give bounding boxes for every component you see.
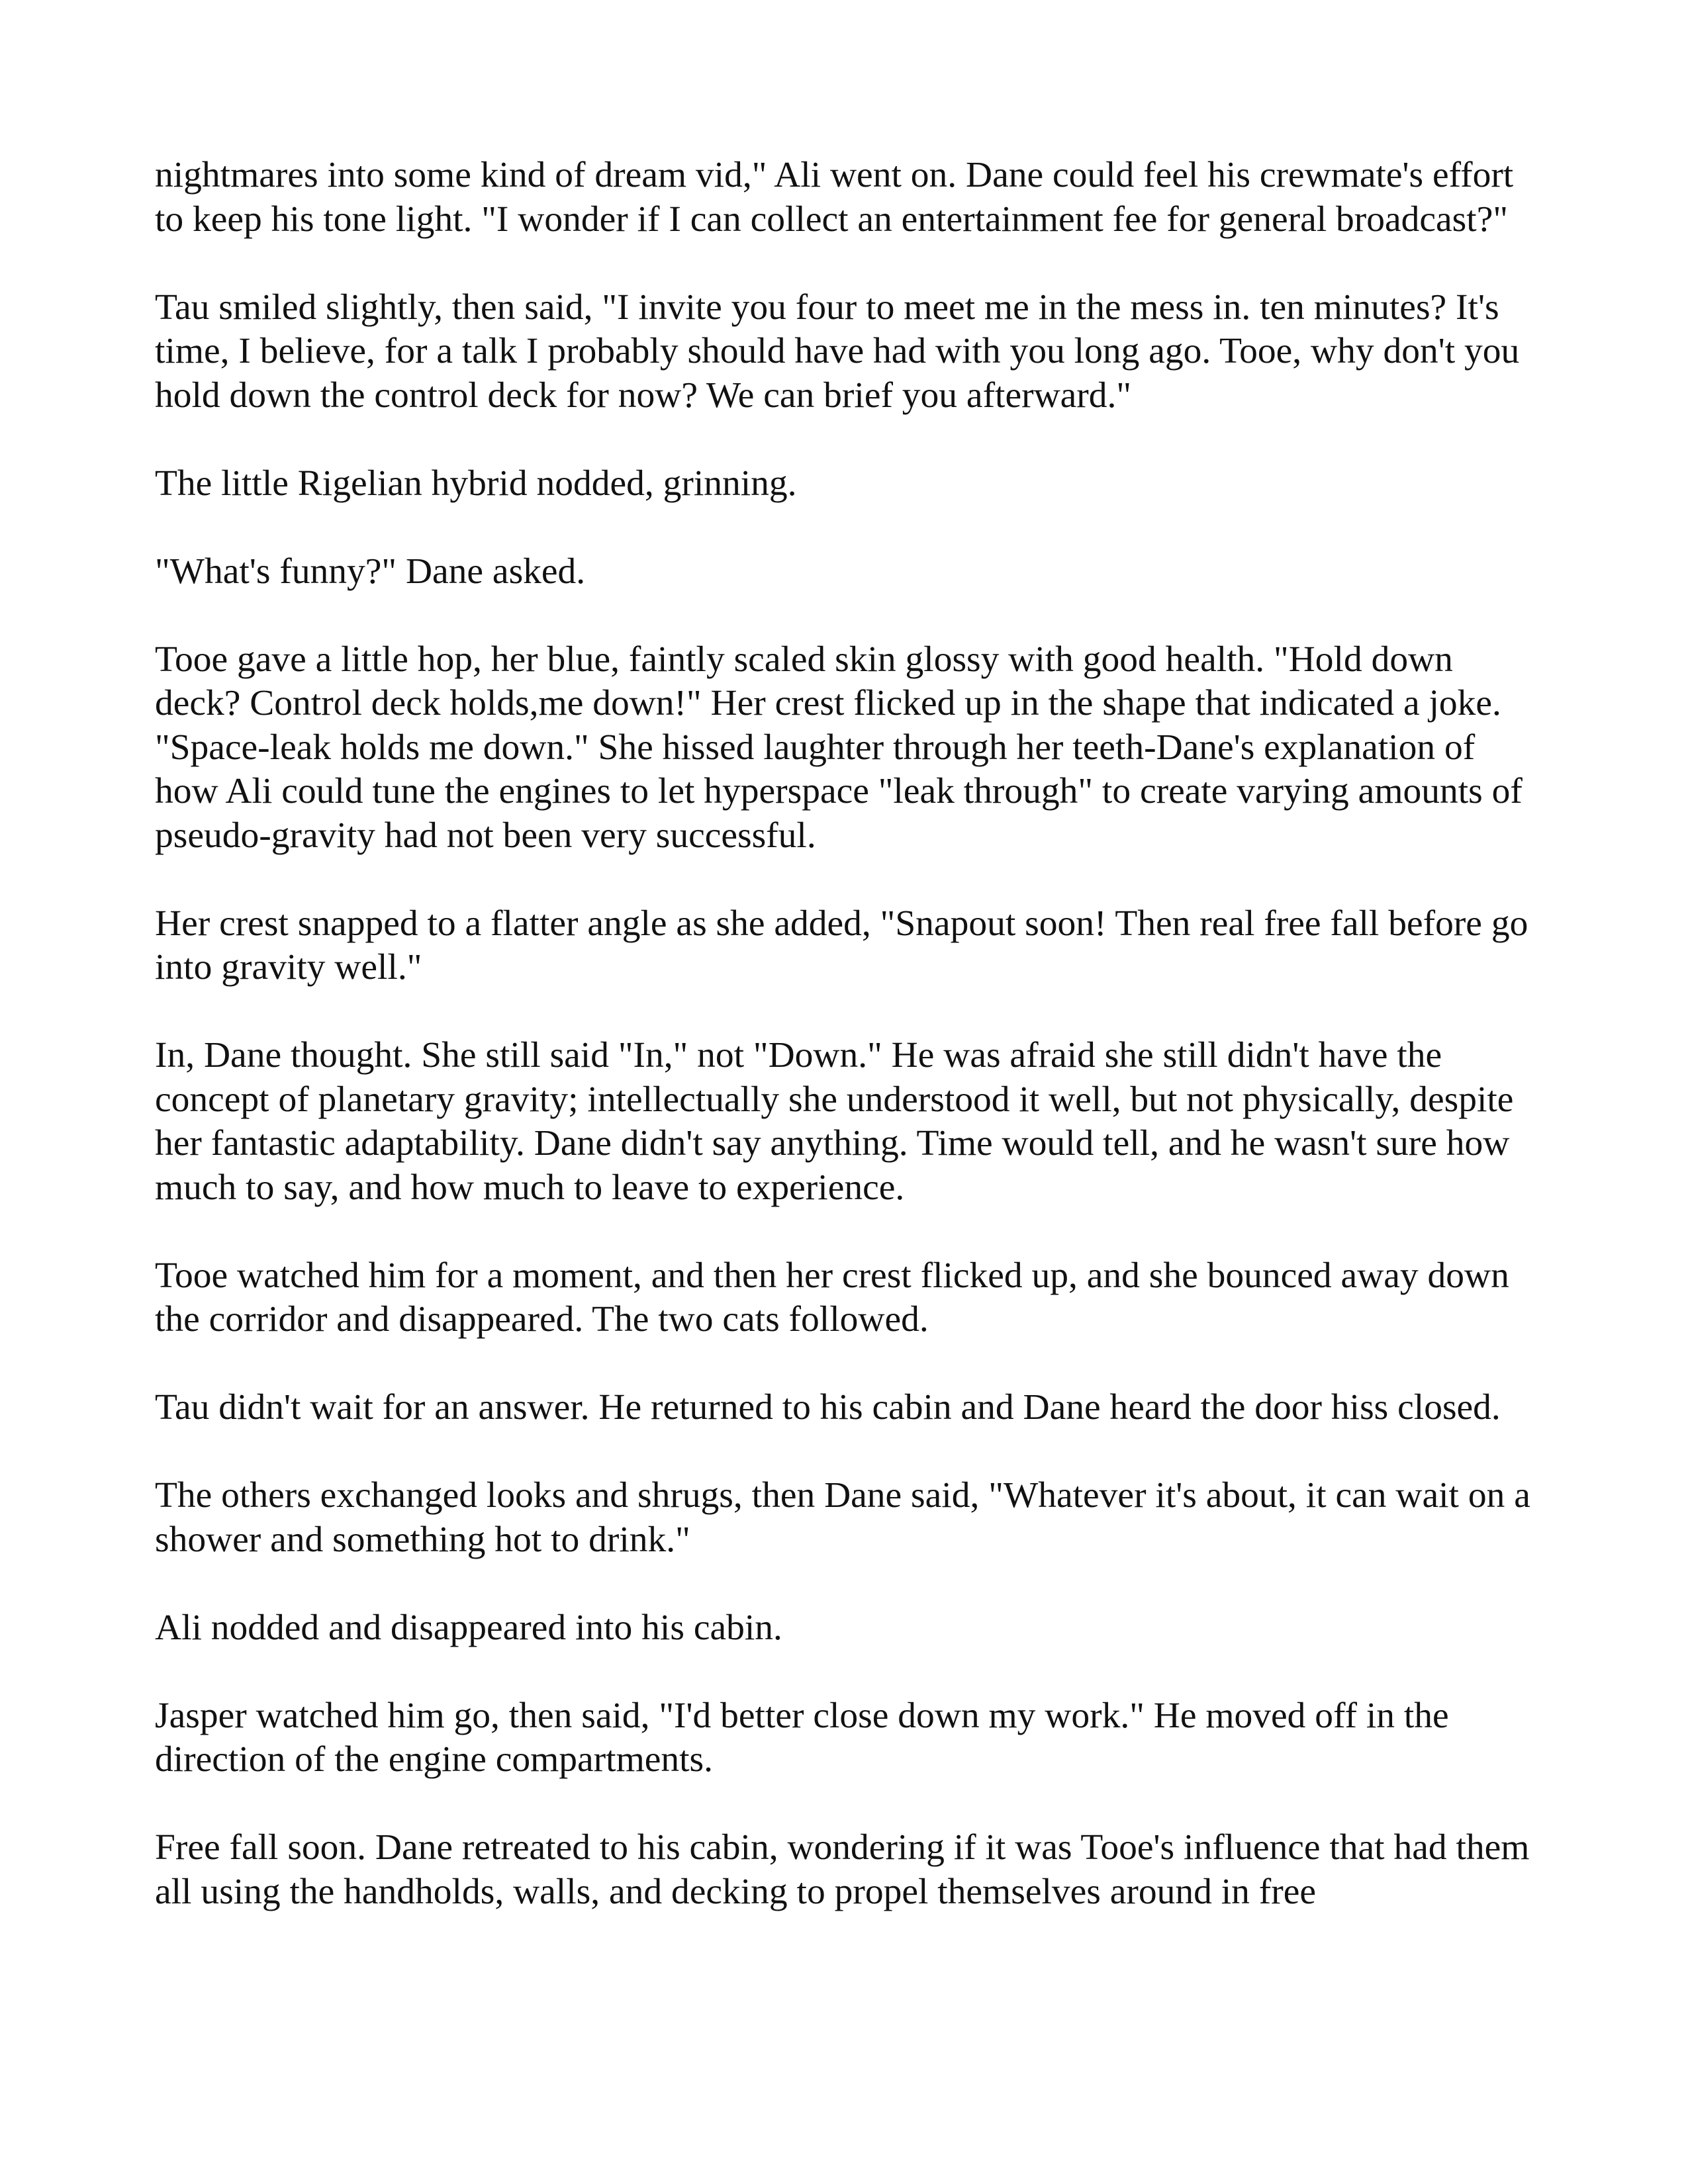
paragraph: Tau smiled slightly, then said, "I invite you four to meet me in the mess in. ten minutes? It's time, I believe, for a talk I probably should have had with you long ago. Tooe, why don't you hold down the control deck for now? We can brief you afterward.": [155, 287, 1520, 416]
paragraph: The little Rigelian hybrid nodded, grinning.: [155, 463, 797, 504]
paragraph: Tau didn't wait for an answer. He returned to his cabin and Dane heard the door hiss closed.: [155, 1387, 1501, 1428]
paragraph: Tooe gave a little hop, her blue, faintly scaled skin glossy with good health. "Hold down deck? Control deck holds,me down!" Her crest flicked up in the shape that indicated a joke. "Space-leak holds me down." She hissed laughter through her teeth-Dane's explanation of how Ali could tune the engines to let hyperspace "leak through" to create varying amounts of pseudo-gravity had not been very successful.: [155, 639, 1523, 856]
paragraph: Her crest snapped to a flatter angle as she added, "Snapout soon! Then real free fall before go into gravity well.": [155, 903, 1528, 987]
paragraph: Ali nodded and disappeared into his cabin.: [155, 1607, 782, 1648]
paragraph: The others exchanged looks and shrugs, then Dane said, "Whatever it's about, it can wait on a shower and something hot to drink.": [155, 1475, 1530, 1560]
paragraph: Tooe watched him for a moment, and then her crest flicked up, and she bounced away down the corridor and disappeared. The two cats followed.: [155, 1255, 1509, 1340]
paragraph: Free fall soon. Dane retreated to his cabin, wondering if it was Tooe's influence that had them all using the handholds, walls, and decking to propel themselves around in free: [155, 1827, 1530, 1912]
paragraph: Jasper watched him go, then said, "I'd better close down my work." He moved off in the direction of the engine compartments.: [155, 1695, 1449, 1780]
paragraph: In, Dane thought. She still said "In," not "Down." He was afraid she still didn't have the concept of planetary gravity; intellectually she understood it well, but not physically, despite her fantastic adaptability. Dane didn't say anything. Time would tell, and he wasn't sure how much to say, and how much to leave to experience.: [155, 1035, 1514, 1208]
paragraph: "What's funny?" Dane asked.: [155, 551, 586, 592]
paragraph: nightmares into some kind of dream vid," Ali went on. Dane could feel his crewmate's effort to keep his tone light. "I wonder if I can collect an entertainment fee for general broadcast?": [155, 155, 1514, 240]
